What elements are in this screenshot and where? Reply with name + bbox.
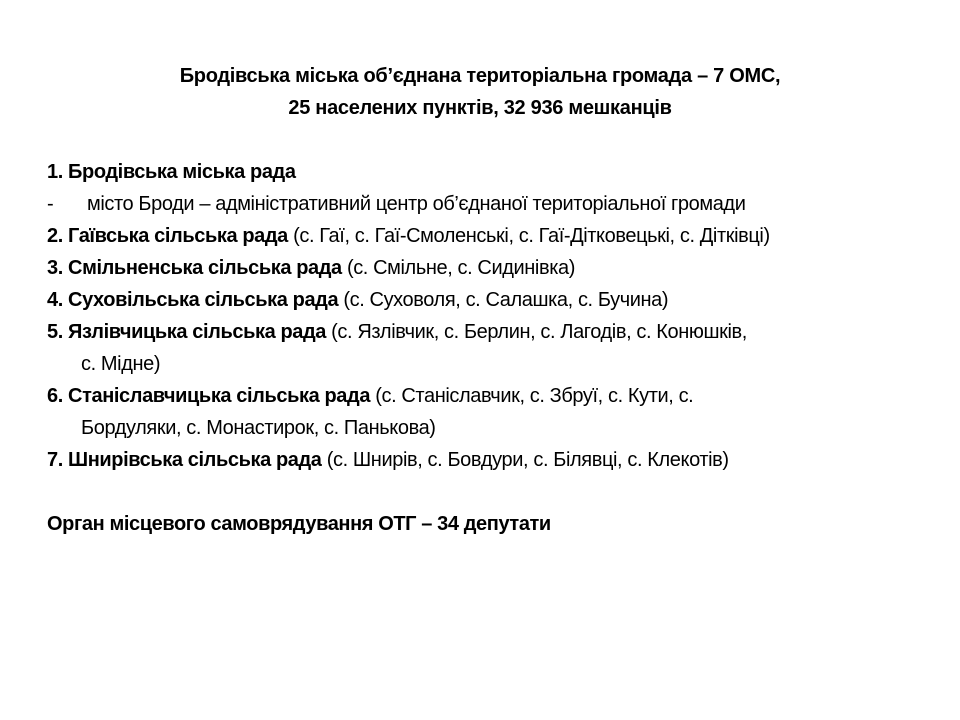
council-places: (с. Гаї, с. Гаї-Смоленські, с. Гаї-Дітковецькі, с. Дітківці) xyxy=(287,225,770,247)
council-places: (с. Суховоля, с. Салашка, с. Бучина) xyxy=(338,289,669,311)
council-detail: місто Броди – адміністративний центр об’єднаної територіальної громади xyxy=(87,193,746,215)
council-name: 6. Станіславчицька сільська рада xyxy=(47,385,371,407)
list-item-continuation xyxy=(47,412,947,444)
list-item xyxy=(47,156,947,188)
list-item xyxy=(47,220,947,252)
list-item xyxy=(47,380,947,412)
council-places: (с. Язлівчик, с. Берлин, с. Лагодів, с. Конюшків, xyxy=(326,321,747,343)
list-item-detail xyxy=(47,188,947,220)
council-name: 7. Шнирівська сільська рада xyxy=(47,449,322,471)
list-item xyxy=(47,284,947,316)
council-name: 4. Суховільська сільська рада xyxy=(47,289,339,311)
council-places: (с. Смільне, с. Сидинівка) xyxy=(341,257,575,279)
list-item xyxy=(47,316,947,348)
council-places-cont: Бордуляки, с. Монастирок, с. Панькова) xyxy=(81,417,436,439)
list-item xyxy=(47,252,947,284)
council-list xyxy=(47,156,947,476)
dash-marker: - xyxy=(47,193,54,215)
slide-title xyxy=(40,60,920,124)
deputies-note: Орган місцевого самоврядування ОТГ – 34 депутати xyxy=(47,513,551,535)
council-name: 5. Язлівчицька сільська рада xyxy=(47,321,327,343)
council-name: 1. Бродівська міська рада xyxy=(47,161,296,183)
council-places-cont: с. Мідне) xyxy=(81,353,161,375)
list-item-continuation xyxy=(47,348,947,380)
council-places: (с. Шнирів, с. Бовдури, с. Білявці, с. Клекотів) xyxy=(321,449,729,471)
council-places: (с. Станіславчик, с. Збруї, с. Кути, с. xyxy=(370,385,694,407)
title-line-2: 25 населених пунктів, 32 936 мешканців xyxy=(288,97,672,119)
title-line-1: Бродівська міська об’єднана територіальна громада – 7 ОМС, xyxy=(179,65,781,87)
council-name: 3. Смільненська сільська рада xyxy=(47,257,342,279)
council-name: 2. Гаївська сільська рада xyxy=(47,225,288,247)
list-item xyxy=(47,444,947,476)
